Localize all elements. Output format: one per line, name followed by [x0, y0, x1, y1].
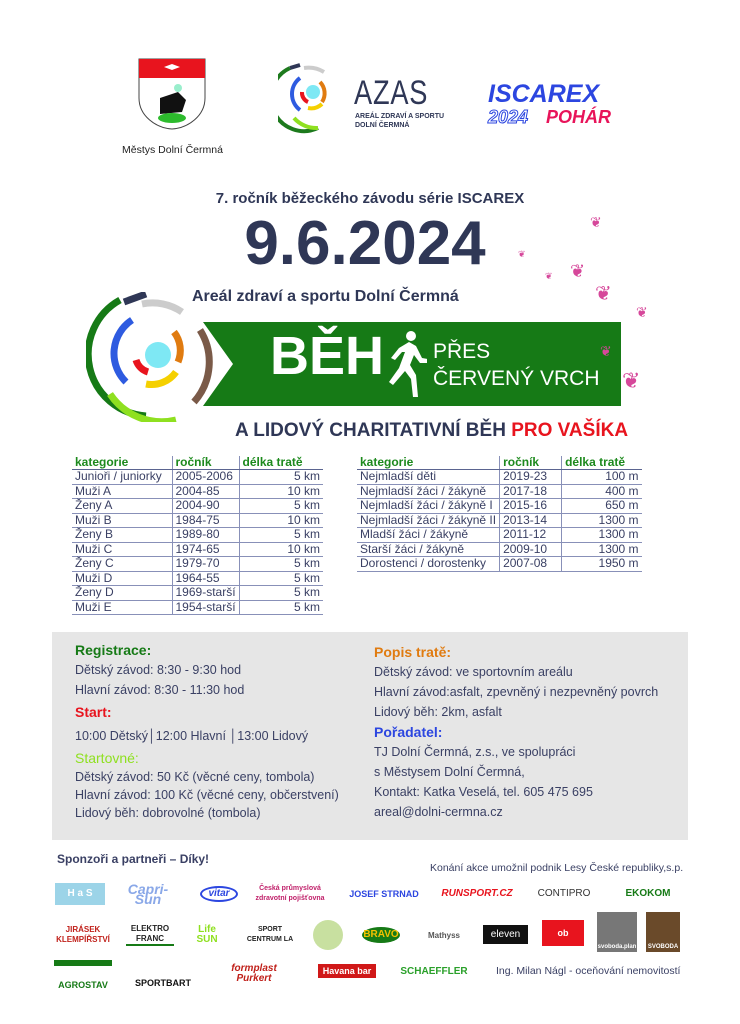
sponsor-logo-ob: ob — [542, 920, 584, 946]
sponsor-logo-jirasek: JIRÁSEK KLEMPÍŘSTVÍ — [56, 925, 110, 944]
sponsor-logo-schaeffler: SCHAEFFLER — [400, 966, 468, 977]
table-row — [72, 571, 323, 586]
col-header: délka tratě — [239, 456, 323, 470]
distance-cell: 10 km — [239, 484, 323, 499]
info-right — [374, 642, 686, 822]
organizer-line: TJ Dolní Čermná, z.s., ve spolupráci — [374, 745, 576, 759]
year-cell: 1984-75 — [172, 513, 239, 528]
distance-cell: 5 km — [239, 499, 323, 514]
sponsor-logo-vitar: vitar — [200, 886, 238, 902]
year-cell: 2009-10 — [500, 542, 562, 557]
main-categories-table — [72, 456, 323, 615]
table-row — [72, 586, 323, 601]
table-row — [357, 513, 642, 528]
sponsor-logo-bravo: BRAVO — [362, 927, 400, 943]
charity-text: A LIDOVÝ CHARITATIVNÍ BĚH — [235, 420, 506, 441]
year-cell: 2004-90 — [172, 499, 239, 514]
distance-cell: 650 m — [562, 499, 642, 514]
event-date: 9.6.2024 — [244, 209, 486, 278]
category-cell: Ženy C — [72, 557, 172, 572]
distance-cell: 100 m — [562, 470, 642, 485]
butterfly-icon: ❦ — [545, 271, 553, 281]
sponsor-logo-lifesun: Life SUN — [196, 924, 218, 945]
sponsor-logo-runsport: RUNSPORT.CZ — [441, 888, 513, 899]
iscarex-logo — [488, 82, 622, 128]
butterfly-icon: ❦ — [636, 304, 648, 320]
sponsor-logo-cpzp: Česká průmyslová zdravotní pojišťovna — [255, 885, 325, 902]
year-cell: 1954-starší — [172, 600, 239, 615]
coat-of-arms — [138, 58, 206, 130]
azas-big-logo — [86, 292, 216, 422]
col-header: kategorie — [357, 456, 500, 470]
year-cell: 1974-65 — [172, 542, 239, 557]
runner-icon — [387, 330, 427, 400]
sponsor-logo-svoboda-plan: svoboda.plan — [597, 912, 637, 952]
start-title: Start: — [75, 704, 112, 720]
azas-name: AZAS — [354, 74, 429, 112]
category-cell: Dorostenci / dorostenky — [357, 557, 500, 572]
sponsor-logo-strnad: JOSEF STRNAD — [349, 889, 419, 899]
banner-line-1: PŘES — [433, 340, 491, 363]
year-cell: 1989-80 — [172, 528, 239, 543]
registration-title: Registrace: — [75, 642, 152, 658]
distance-cell: 1300 m — [562, 542, 642, 557]
distance-cell: 10 km — [239, 513, 323, 528]
table-row — [357, 557, 642, 572]
col-header: délka tratě — [562, 456, 642, 470]
category-cell: Muži A — [72, 484, 172, 499]
year-cell: 2017-18 — [500, 484, 562, 499]
series-title: 7. ročník běžeckého závodu série ISCAREX — [215, 190, 525, 207]
table-row — [357, 484, 642, 499]
organizer-line: s Městysem Dolní Čermná, — [374, 765, 525, 779]
sponsor-logo-elektro-franc: ELEKTRO FRANC — [126, 924, 174, 946]
category-cell: Nejmladší děti — [357, 470, 500, 485]
sponsor-logo-havana-bar: Havana bar — [318, 964, 376, 978]
year-cell: 2004-85 — [172, 484, 239, 499]
year-cell: 2005-2006 — [172, 470, 239, 485]
table-row — [72, 470, 323, 485]
sponsor-logo-caprisun: Capri-Sun — [127, 881, 169, 907]
table-row — [72, 499, 323, 514]
sponsor-logo-sport-centrum: SPORT CENTRUM LA — [246, 926, 294, 943]
sponsor-logo-ekokom: EKOKOM — [625, 888, 671, 899]
col-header: kategorie — [72, 456, 172, 470]
table-row — [72, 528, 323, 543]
table-row — [357, 499, 642, 514]
table-row — [72, 513, 323, 528]
year-cell: 2011-12 — [500, 528, 562, 543]
distance-cell: 5 km — [239, 586, 323, 601]
table-row — [72, 600, 323, 615]
fee-line: Dětský závod: 50 Kč (věcné ceny, tombola) — [75, 770, 315, 784]
registration-line: Dětský závod: 8:30 - 9:30 hod — [75, 663, 242, 677]
distance-cell: 400 m — [562, 484, 642, 499]
sponsors-title: Sponzoři a partneři – Díky! — [57, 852, 210, 866]
table-row — [357, 528, 642, 543]
category-cell: Junioři / juniorky — [72, 470, 172, 485]
table-row — [72, 542, 323, 557]
distance-cell: 5 km — [239, 571, 323, 586]
charity-run-title — [235, 420, 628, 442]
table-row — [72, 557, 323, 572]
category-cell: Mladší žáci / žákyně — [357, 528, 500, 543]
col-header: ročník — [172, 456, 239, 470]
info-left — [75, 640, 371, 822]
course-line: Dětský závod: ve sportovním areálu — [374, 665, 573, 679]
iscarex-name: ISCAREX — [488, 80, 600, 108]
butterfly-icon: ❦ — [595, 283, 612, 305]
category-cell: Nejmladší žáci / žákyně II — [357, 513, 500, 528]
category-cell: Muži D — [72, 571, 172, 586]
distance-cell: 1300 m — [562, 513, 642, 528]
year-cell: 2007-08 — [500, 557, 562, 572]
fee-line: Lidový běh: dobrovolné (tombola) — [75, 806, 261, 820]
distance-cell: 5 km — [239, 528, 323, 543]
organizer-title: Pořadatel: — [374, 724, 443, 740]
distance-cell: 5 km — [239, 600, 323, 615]
table-row — [357, 470, 642, 485]
distance-cell: 1300 m — [562, 528, 642, 543]
butterfly-icon: ❦ — [622, 368, 641, 393]
year-cell: 2015-16 — [500, 499, 562, 514]
course-line: Lidový běh: 2km, asfalt — [374, 705, 502, 719]
sponsor-logo-eleven: eleven — [483, 925, 528, 944]
category-cell: Muži E — [72, 600, 172, 615]
banner-main: BĚH — [270, 326, 385, 386]
sponsor-logo-globe — [313, 920, 343, 950]
azas-subtitle-2: DOLNÍ ČERMNÁ — [355, 122, 410, 129]
butterfly-icon: ❦ — [590, 214, 602, 230]
category-cell: Nejmladší žáci / žákyně — [357, 484, 500, 499]
charity-highlight: PRO VAŠÍKA — [511, 420, 629, 441]
sponsor-logo-has: H a S — [55, 883, 105, 905]
table-row — [72, 484, 323, 499]
kids-categories-table — [357, 456, 642, 572]
butterfly-icon: ❦ — [600, 343, 612, 359]
fee-title: Startovné: — [75, 750, 139, 766]
azas-subtitle-1: AREÁL ZDRAVÍ A SPORTU — [355, 113, 445, 120]
category-cell: Ženy A — [72, 499, 172, 514]
sponsor-milan-nagl: Ing. Milan Nágl - oceňování nemovitostí — [496, 965, 681, 977]
year-cell: 2013-14 — [500, 513, 562, 528]
category-cell: Ženy D — [72, 586, 172, 601]
course-line: Hlavní závod:asfalt, zpevněný i nezpevněný povrch — [374, 685, 659, 699]
distance-cell: 5 km — [239, 557, 323, 572]
sponsor-logo-svoboda: SVOBODA — [646, 912, 680, 952]
fee-line: Hlavní závod: 100 Kč (věcné ceny, občerstvení) — [75, 788, 339, 802]
year-cell: 2019-23 — [500, 470, 562, 485]
venue: Areál zdraví a sportu Dolní Čermná — [192, 288, 459, 305]
category-cell: Muži B — [72, 513, 172, 528]
butterfly-icon: ❦ — [518, 249, 526, 259]
municipality-name: Městys Dolní Čermná — [122, 144, 223, 156]
year-cell: 1979-70 — [172, 557, 239, 572]
iscarex-year: 2024 — [488, 107, 529, 127]
start-times: 10:00 Dětský│12:00 Hlavní │13:00 Lidový — [75, 729, 309, 743]
category-cell: Ženy B — [72, 528, 172, 543]
year-cell: 1969-starší — [172, 586, 239, 601]
azas-logo — [278, 62, 448, 134]
table-row — [357, 542, 642, 557]
sponsors-note: Konání akce umožnil podnik Lesy České republiky,s.p. — [430, 862, 684, 874]
organizer-line: Kontakt: Katka Veselá, tel. 605 475 695 — [374, 785, 593, 799]
registration-line: Hlavní závod: 8:30 - 11:30 hod — [75, 683, 245, 697]
distance-cell: 5 km — [239, 470, 323, 485]
sponsor-logo-mathyss: Mathyss — [427, 931, 460, 940]
iscarex-cup: POHÁR — [546, 107, 612, 127]
year-cell: 1964-55 — [172, 571, 239, 586]
organizer-email[interactable]: areal@dolni-cermna.cz — [374, 805, 503, 819]
sponsor-logo-sportbart: SPORTBART — [135, 978, 191, 988]
sponsor-logo-formplast: formplast Purkert — [231, 963, 277, 984]
distance-cell: 1950 m — [562, 557, 642, 572]
category-cell: Nejmladší žáci / žákyně I — [357, 499, 500, 514]
sponsor-logo-agrostav: AGROSTAV — [54, 960, 112, 990]
distance-cell: 10 km — [239, 542, 323, 557]
category-cell: Muži C — [72, 542, 172, 557]
col-header: ročník — [500, 456, 562, 470]
sponsor-logo-contipro: CONTIPRO — [537, 888, 591, 899]
course-title: Popis tratě: — [374, 644, 452, 660]
category-cell: Starší žáci / žákyně — [357, 542, 500, 557]
butterfly-icon: ❦ — [570, 261, 586, 281]
banner-line-2: ČERVENÝ VRCH — [433, 367, 600, 390]
